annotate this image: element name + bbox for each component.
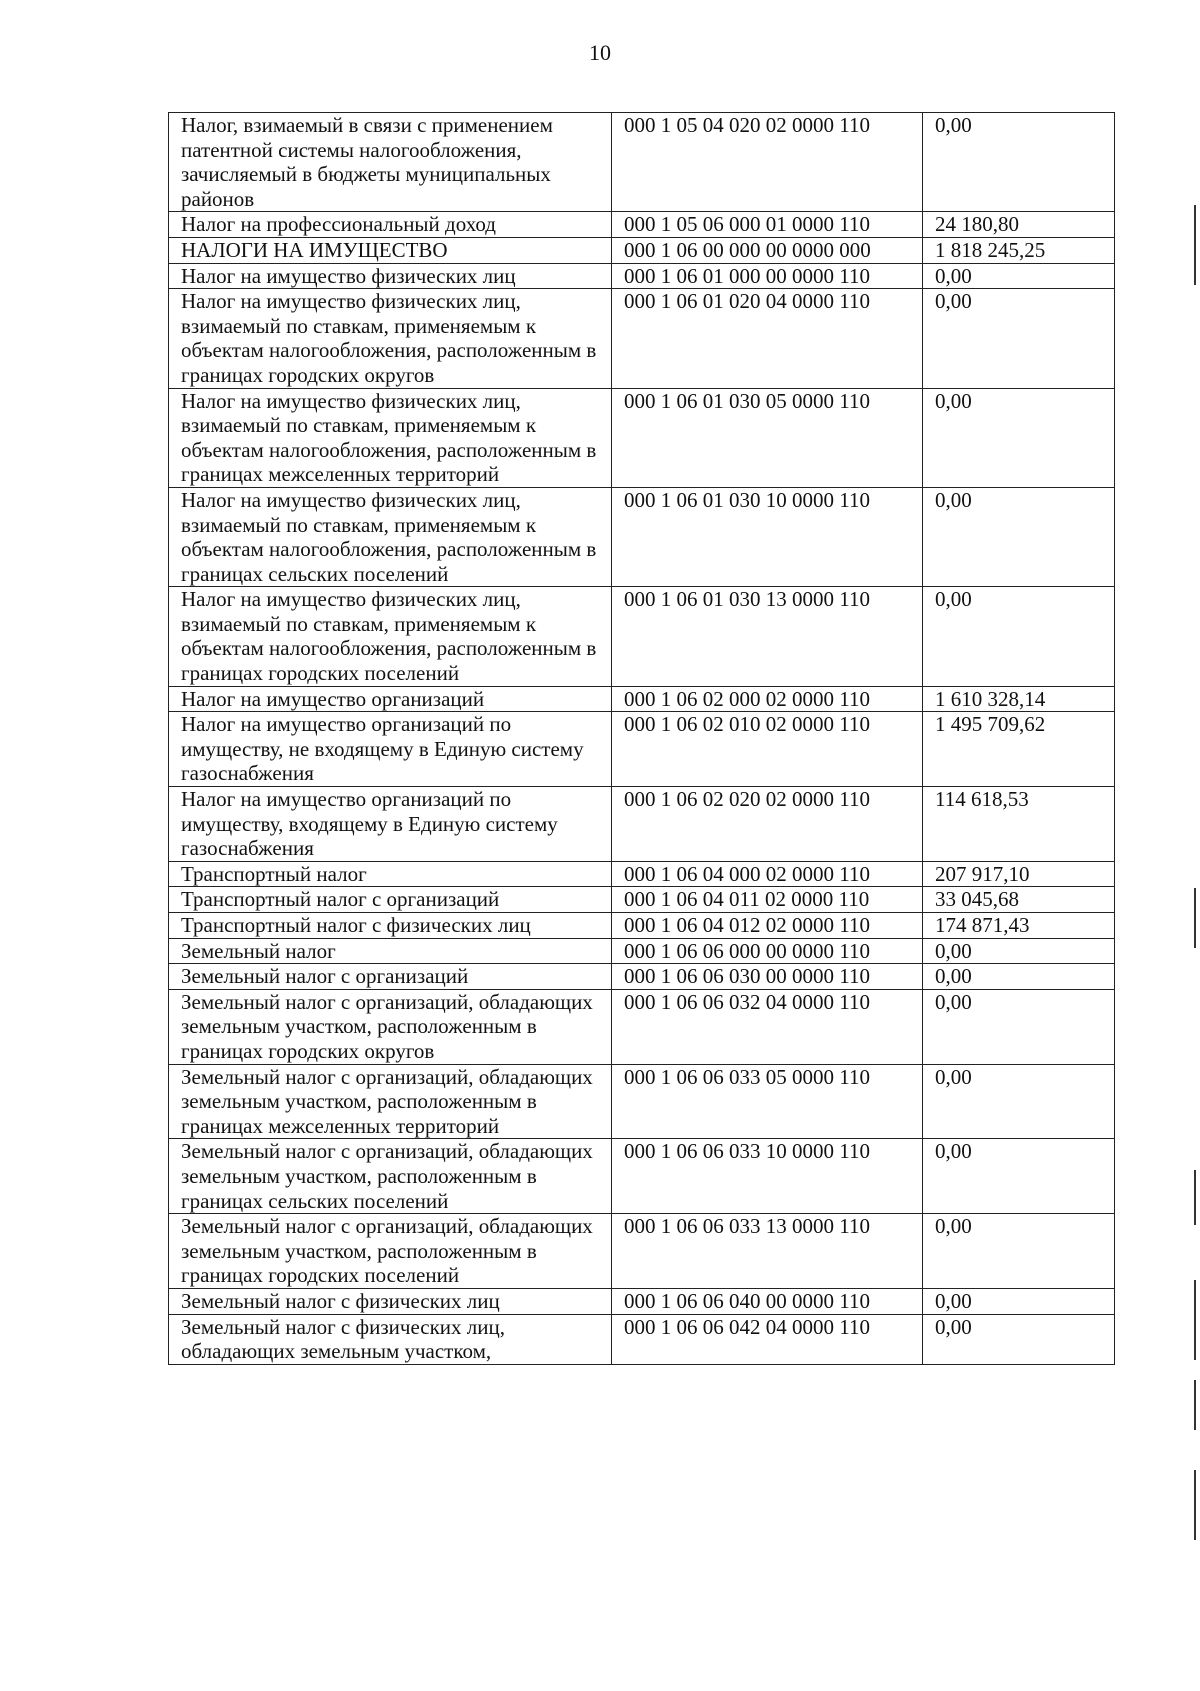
item-name-cell: Транспортный налог с организаций: [169, 887, 612, 913]
table-row: [169, 686, 1115, 712]
item-name-cell: Налог на имущество физических лиц, взимаемый по ставкам, применяемым к объектам налогообложения, расположенным в границах межселенных территорий: [169, 388, 612, 487]
table-row: [169, 887, 1115, 913]
scan-artifact: [1194, 888, 1196, 948]
table-row: [169, 1288, 1115, 1314]
table-row: [169, 487, 1115, 586]
item-name-cell: Земельный налог с физических лиц: [169, 1288, 612, 1314]
budget-code-cell: 000 1 06 04 012 02 0000 110: [612, 913, 923, 939]
amount-cell: 24 180,80: [923, 212, 1115, 238]
table-row: [169, 861, 1115, 887]
amount-cell: 0,00: [923, 938, 1115, 964]
amount-cell: 0,00: [923, 487, 1115, 586]
scan-artifact: [1194, 1380, 1196, 1430]
budget-code-cell: 000 1 06 02 020 02 0000 110: [612, 787, 923, 862]
budget-code-cell: 000 1 06 06 000 00 0000 110: [612, 938, 923, 964]
table-row: [169, 237, 1115, 263]
item-name-cell: Земельный налог с организаций, обладающих земельным участком, расположенным в границах городских округов: [169, 989, 612, 1064]
budget-code-cell: 000 1 06 06 033 05 0000 110: [612, 1064, 923, 1139]
scan-artifact: [1194, 205, 1196, 285]
table-row: [169, 1139, 1115, 1214]
item-name-cell: Земельный налог с организаций, обладающих земельным участком, расположенным в границах городских поселений: [169, 1214, 612, 1289]
table-row: [169, 989, 1115, 1064]
amount-cell: 0,00: [923, 1288, 1115, 1314]
item-name-cell: Земельный налог: [169, 938, 612, 964]
budget-code-cell: 000 1 06 02 010 02 0000 110: [612, 712, 923, 787]
table-row: [169, 938, 1115, 964]
item-name-cell: Земельный налог с организаций: [169, 964, 612, 990]
amount-cell: 0,00: [923, 289, 1115, 388]
item-name-cell: Налог на имущество организаций: [169, 686, 612, 712]
table-row: [169, 964, 1115, 990]
scan-artifact: [1194, 1170, 1196, 1225]
table-row: [169, 1214, 1115, 1289]
table-row: [169, 289, 1115, 388]
budget-code-cell: 000 1 06 06 030 00 0000 110: [612, 964, 923, 990]
table-row: [169, 263, 1115, 289]
item-name-cell: Земельный налог с организаций, обладающих земельным участком, расположенным в границах сельских поселений: [169, 1139, 612, 1214]
item-name-cell: Налог на имущество физических лиц, взимаемый по ставкам, применяемым к объектам налогообложения, расположенным в границах сельских поселений: [169, 487, 612, 586]
revenue-table: [168, 112, 1115, 1365]
amount-cell: 174 871,43: [923, 913, 1115, 939]
amount-cell: 0,00: [923, 113, 1115, 212]
table-row: [169, 1314, 1115, 1364]
table-row: [169, 212, 1115, 238]
item-name-cell: Земельный налог с организаций, обладающих земельным участком, расположенным в границах межселенных территорий: [169, 1064, 612, 1139]
item-name-cell: Налог на имущество физических лиц, взимаемый по ставкам, применяемым к объектам налогообложения, расположенным в границах городских поселений: [169, 587, 612, 686]
item-name-cell: Транспортный налог: [169, 861, 612, 887]
budget-code-cell: 000 1 05 04 020 02 0000 110: [612, 113, 923, 212]
scan-artifact: [1194, 1470, 1196, 1540]
item-name-cell: НАЛОГИ НА ИМУЩЕСТВО: [169, 237, 612, 263]
budget-code-cell: 000 1 06 00 000 00 0000 000: [612, 237, 923, 263]
item-name-cell: Налог на имущество физических лиц: [169, 263, 612, 289]
amount-cell: 0,00: [923, 388, 1115, 487]
budget-code-cell: 000 1 06 06 032 04 0000 110: [612, 989, 923, 1064]
table-row: [169, 787, 1115, 862]
amount-cell: 0,00: [923, 1214, 1115, 1289]
amount-cell: 33 045,68: [923, 887, 1115, 913]
item-name-cell: Налог на имущество организаций по имуществу, не входящему в Единую систему газоснабжения: [169, 712, 612, 787]
amount-cell: 1 818 245,25: [923, 237, 1115, 263]
budget-code-cell: 000 1 05 06 000 01 0000 110: [612, 212, 923, 238]
item-name-cell: Земельный налог с физических лиц, обладающих земельным участком,: [169, 1314, 612, 1364]
amount-cell: 0,00: [923, 1064, 1115, 1139]
budget-code-cell: 000 1 06 06 033 13 0000 110: [612, 1214, 923, 1289]
amount-cell: 114 618,53: [923, 787, 1115, 862]
budget-code-cell: 000 1 06 01 030 05 0000 110: [612, 388, 923, 487]
table-row: [169, 587, 1115, 686]
amount-cell: 0,00: [923, 964, 1115, 990]
amount-cell: 0,00: [923, 1314, 1115, 1364]
item-name-cell: Налог на профессиональный доход: [169, 212, 612, 238]
table-row: [169, 913, 1115, 939]
page-number: 10: [589, 40, 611, 65]
item-name-cell: Налог на имущество организаций по имуществу, входящему в Единую систему газоснабжения: [169, 787, 612, 862]
item-name-cell: Налог, взимаемый в связи с применением патентной системы налогообложения, зачисляемый в бюджеты муниципальных районов: [169, 113, 612, 212]
budget-code-cell: 000 1 06 01 000 00 0000 110: [612, 263, 923, 289]
revenue-table-body: [169, 113, 1115, 1365]
item-name-cell: Налог на имущество физических лиц, взимаемый по ставкам, применяемым к объектам налогообложения, расположенным в границах городских округов: [169, 289, 612, 388]
amount-cell: 0,00: [923, 1139, 1115, 1214]
budget-code-cell: 000 1 06 04 011 02 0000 110: [612, 887, 923, 913]
table-row: [169, 113, 1115, 212]
table-row: [169, 388, 1115, 487]
budget-code-cell: 000 1 06 06 033 10 0000 110: [612, 1139, 923, 1214]
item-name-cell: Транспортный налог с физических лиц: [169, 913, 612, 939]
amount-cell: 0,00: [923, 989, 1115, 1064]
amount-cell: 207 917,10: [923, 861, 1115, 887]
amount-cell: 0,00: [923, 263, 1115, 289]
budget-code-cell: 000 1 06 01 020 04 0000 110: [612, 289, 923, 388]
budget-code-cell: 000 1 06 02 000 02 0000 110: [612, 686, 923, 712]
amount-cell: 0,00: [923, 587, 1115, 686]
budget-code-cell: 000 1 06 01 030 13 0000 110: [612, 587, 923, 686]
budget-code-cell: 000 1 06 06 040 00 0000 110: [612, 1288, 923, 1314]
amount-cell: 1 610 328,14: [923, 686, 1115, 712]
budget-code-cell: 000 1 06 04 000 02 0000 110: [612, 861, 923, 887]
table-row: [169, 712, 1115, 787]
budget-code-cell: 000 1 06 01 030 10 0000 110: [612, 487, 923, 586]
scan-artifact: [1194, 1280, 1196, 1360]
budget-code-cell: 000 1 06 06 042 04 0000 110: [612, 1314, 923, 1364]
table-row: [169, 1064, 1115, 1139]
amount-cell: 1 495 709,62: [923, 712, 1115, 787]
